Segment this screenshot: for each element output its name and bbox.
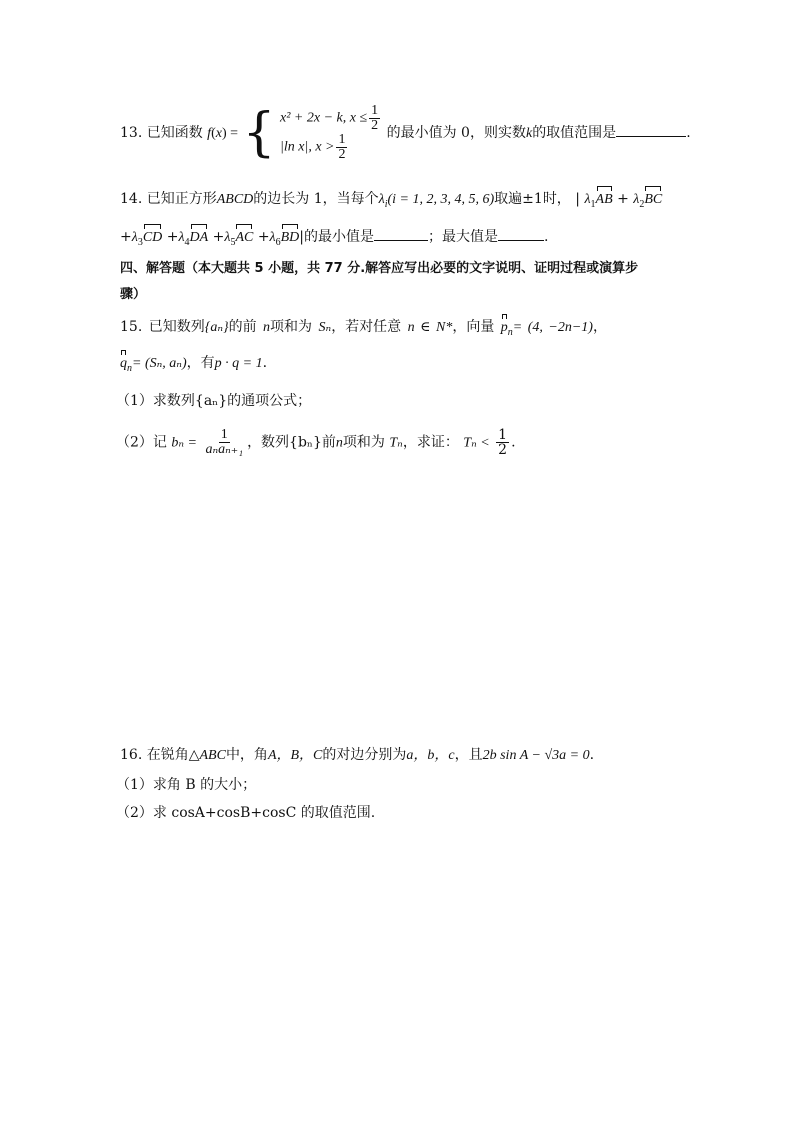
q14-number: 14. <box>120 191 143 207</box>
q14-vec-ac: AC <box>235 227 253 249</box>
q14-plus: + <box>166 229 179 245</box>
q15-number: 15. <box>120 319 143 335</box>
q14-term-5: $\lambda_5$ <box>224 230 236 248</box>
q16-end: . <box>589 747 595 763</box>
q14-vec-bc: BC <box>644 189 662 211</box>
q16-number: 16. <box>120 747 143 763</box>
q15-part-2-b: ，数列{bₙ}前 <box>247 434 336 451</box>
q14-text-c: 取遍 <box>494 191 523 207</box>
q15-n: n <box>263 320 271 335</box>
q15-tn-ineq: Tₙ < <box>463 435 490 451</box>
q15-part-1-text: （1）求数列{aₙ}的通项公式； <box>116 393 312 409</box>
q15-text-d: ，若对任意 <box>331 319 402 335</box>
q13-func: f(x) = <box>207 126 239 141</box>
q14-term-6: $\lambda_6$ <box>269 230 281 248</box>
q15-seq-a: {aₙ} <box>204 320 229 335</box>
q15-text-c: 项和为 <box>270 319 313 335</box>
q16-part-2-text: （2）求 cosA+cosB+cosC 的取值范围. <box>116 805 376 821</box>
q14-term-1: $\lambda_1$ <box>584 192 596 210</box>
q14-max-blank[interactable] <box>498 226 544 241</box>
q14-lambda: $\lambda_i$ <box>378 192 388 210</box>
q14-term-2: $\lambda_2$ <box>633 192 645 210</box>
q14-vec-cd: CD <box>143 227 162 249</box>
q15-part-2-a: （2）记 <box>116 434 167 451</box>
q14-vec-ab: AB <box>596 189 613 211</box>
q15-text-f: ，有 <box>186 355 215 371</box>
q16-part-1-text: （1）求角 B 的大小； <box>116 777 257 793</box>
q14-text-e: 的最小值是 <box>304 229 375 245</box>
q14-text-d: 时， <box>542 191 571 207</box>
q14-plus: + <box>257 229 270 245</box>
q14-text-a: 已知正方形 <box>146 191 217 207</box>
q16-sides: a，b，c <box>406 748 455 763</box>
q15-part-1 <box>116 390 311 412</box>
q14-end: . <box>544 229 549 245</box>
q14-term-3: $\lambda_3$ <box>131 230 143 248</box>
section-heading-line-1: 四、解答题（本大题共 5 小题，共 77 分.解答应写出必要的文字说明、证明过程或演算步 <box>120 261 639 276</box>
q13-cases <box>280 104 382 162</box>
q15-part-2 <box>116 428 516 457</box>
q15-bn-fraction: $\frac{1}{\text{aₙaₙ₊₁}}$ <box>205 427 244 457</box>
q16-part-1 <box>116 774 256 796</box>
q13-answer-blank[interactable] <box>616 122 686 137</box>
q14-text-b: 的边长为 1，当每个 <box>253 191 379 207</box>
q15-part-2-end: . <box>511 434 516 451</box>
q13-text-b: 的最小值为 0，则实数 <box>386 125 526 141</box>
q14-abs-open: | <box>575 191 580 207</box>
section-heading <box>120 258 638 280</box>
q15-text-a: 已知数列 <box>148 319 205 335</box>
q13-number: 13. <box>120 125 143 141</box>
q13-end: . <box>686 125 691 141</box>
q14-vec-bd: BD <box>281 227 300 249</box>
q15-end: . <box>262 355 268 371</box>
q16-angles: A，B，C <box>267 748 323 763</box>
question-13 <box>120 104 691 162</box>
question-15: 15. 已知数列{aₙ}的前 n项和为 Sₙ，若对任意 n ∈ N*，向量 $p_n= (4$, −2n−1)， <box>120 319 607 338</box>
q15-tn: Tₙ <box>389 435 403 451</box>
q16-text-a: 在锐角 <box>146 747 189 763</box>
q15-pval: = (4, −2n−1) <box>512 320 593 335</box>
question-14-line-2 <box>120 226 548 254</box>
q14-text-f: ；最大值是 <box>428 229 499 245</box>
q13-text-a: 已知函数 <box>146 125 203 141</box>
section-heading-2 <box>120 284 146 306</box>
q14-abcd: ABCD <box>216 192 254 207</box>
section-heading-line-2: 骤） <box>120 287 147 302</box>
q15-nset: n ∈ N* <box>407 320 453 335</box>
q15-n2: n <box>335 435 343 451</box>
q15-sn: Sₙ <box>318 320 332 335</box>
q13-case-1: x² + 2x − k, x ≤ $\frac{1}{2}$ <box>280 103 379 133</box>
q15-qval: = (Sₙ, aₙ) <box>132 356 187 371</box>
q13-k: k <box>525 126 533 141</box>
q15-half-fraction: $\frac{1}{2}$ <box>498 427 508 458</box>
q15-bn: bₙ = <box>171 435 197 451</box>
q14-abs-close: | <box>299 229 305 245</box>
q15-text-b: 的前 <box>228 319 257 335</box>
q15-part-2-d: ，求证： <box>402 434 459 451</box>
question-15-line-2: $q_n= (S_n$, aₙ)，有p · q = 1. <box>120 355 268 374</box>
q15-qvec: q <box>120 353 127 375</box>
q16-triangle: △ABC <box>188 748 226 763</box>
question-16 <box>120 744 594 767</box>
question-14 <box>120 188 662 216</box>
q13-case-2: |ln x|, x > $\frac{1}{2}$ <box>280 132 346 162</box>
q16-equation: 2b sin A − √3a = 0 <box>482 748 590 763</box>
q16-text-c: 的对边分别为 <box>322 747 407 763</box>
q16-part-2 <box>116 802 375 824</box>
q15-dot: p · q = 1 <box>214 356 263 371</box>
q14-min-blank[interactable] <box>374 226 428 241</box>
q16-text-b: 中，角 <box>225 747 268 763</box>
q14-plus: + <box>617 191 629 207</box>
q13-brace: { <box>242 103 276 163</box>
q15-text-e: ，向量 <box>452 319 495 335</box>
q14-pm: ±1 <box>522 191 543 207</box>
q14-vec-da: DA <box>190 227 209 249</box>
q15-part-2-c: 项和为 <box>342 434 385 451</box>
q13-text-c: 的取值范围是 <box>532 125 617 141</box>
q14-plus: + <box>120 229 132 245</box>
q14-plus: + <box>212 229 225 245</box>
q15-pvec: p <box>501 317 508 339</box>
q14-range: (i = 1, 2, 3, 4, 5, 6) <box>387 192 495 207</box>
q14-term-4: $\lambda_4$ <box>178 230 190 248</box>
q16-text-d: ，且 <box>454 747 483 763</box>
